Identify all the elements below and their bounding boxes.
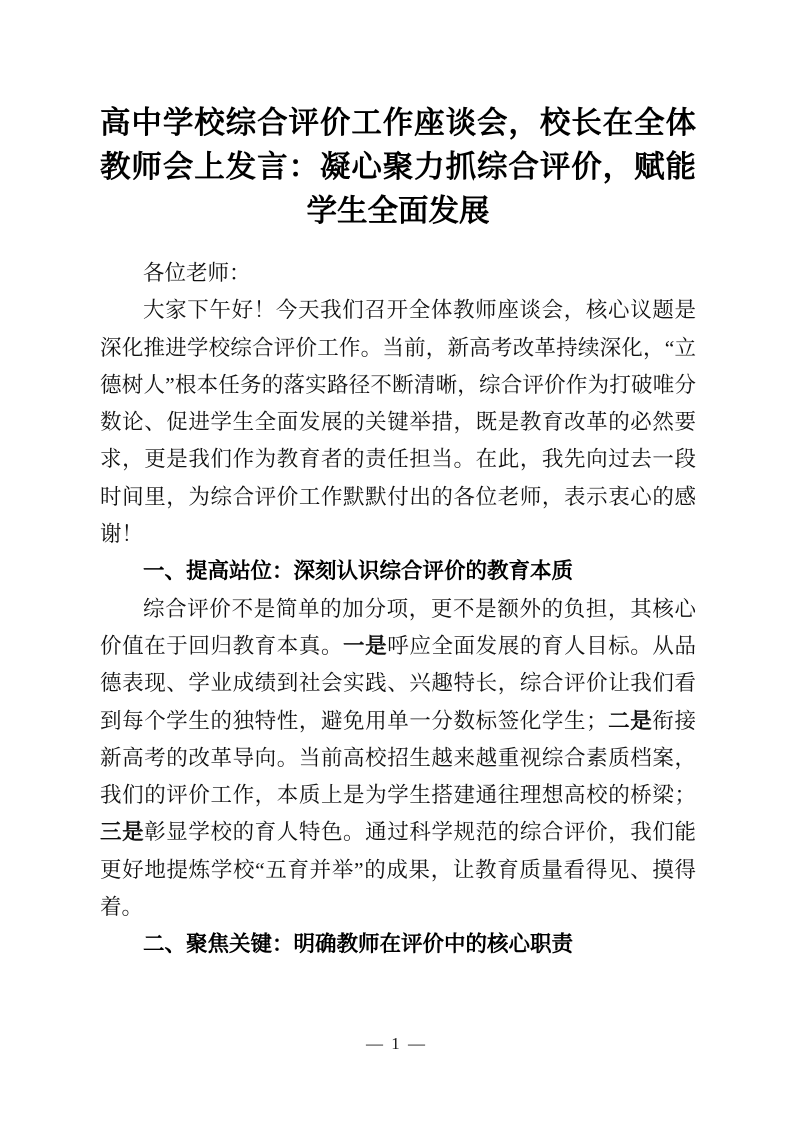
document-content [100, 0, 696, 964]
page-number: — 1 — [366, 1034, 427, 1053]
section-body-1 [100, 591, 696, 927]
section-1-part-2: 呼应全面发展的育人目标。从品德表现、学业成绩到社会实践、兴趣特长，综合评价让我们看到每个学生的独特性，避免用单一分数标签化学生； [100, 633, 696, 733]
section-1-marker-two: 二是 [607, 708, 653, 733]
section-1-part-6: 彰显学校的育人特色。通过科学规范的综合评价，我们能更好地提炼学校“五育并举”的成果，让教育质量看得见、摸得着。 [100, 820, 696, 920]
section-1-marker-three: 三是 [100, 820, 145, 845]
document-body [100, 255, 696, 964]
salutation: 各位老师： [143, 261, 251, 285]
opening-paragraph: 大家下午好！今天我们召开全体教师座谈会，核心议题是深化推进学校综合评价工作。当前，新高考改革持续深化，“立德树人”根本任务的落实路径不断清晰，综合评价作为打破唯分数论、促进学生全面发展的关键举措，既是教育改革的必然要求，更是我们作为教育者的责任担当。在此，我先向过去一段时间里，为综合评价工作默默付出的各位老师，表示衷心的感谢！ [100, 298, 696, 547]
section-1-marker-one: 一是 [343, 633, 388, 658]
section-1-part-0: 综合评价不是简单的加分项，更不是额外的负担，其核心价值在于回归教育本真。 [100, 596, 696, 658]
section-1-part-4: 衔接新高考的改革导向。当前高校招生越来越重视综合素质档案，我们的评价工作，本质上是为学生搭建通往理想高校的桥梁； [100, 708, 696, 808]
page-title: 高中学校综合评价工作座谈会，校长在全体教师会上发言：凝心聚力抓综合评价，赋能学生全面发展 [100, 106, 696, 228]
section-heading-1: 一、提高站位：深刻认识综合评价的教育本质 [143, 559, 574, 584]
section-heading-2: 二、聚焦关键：明确教师在评价中的核心职责 [143, 932, 574, 957]
